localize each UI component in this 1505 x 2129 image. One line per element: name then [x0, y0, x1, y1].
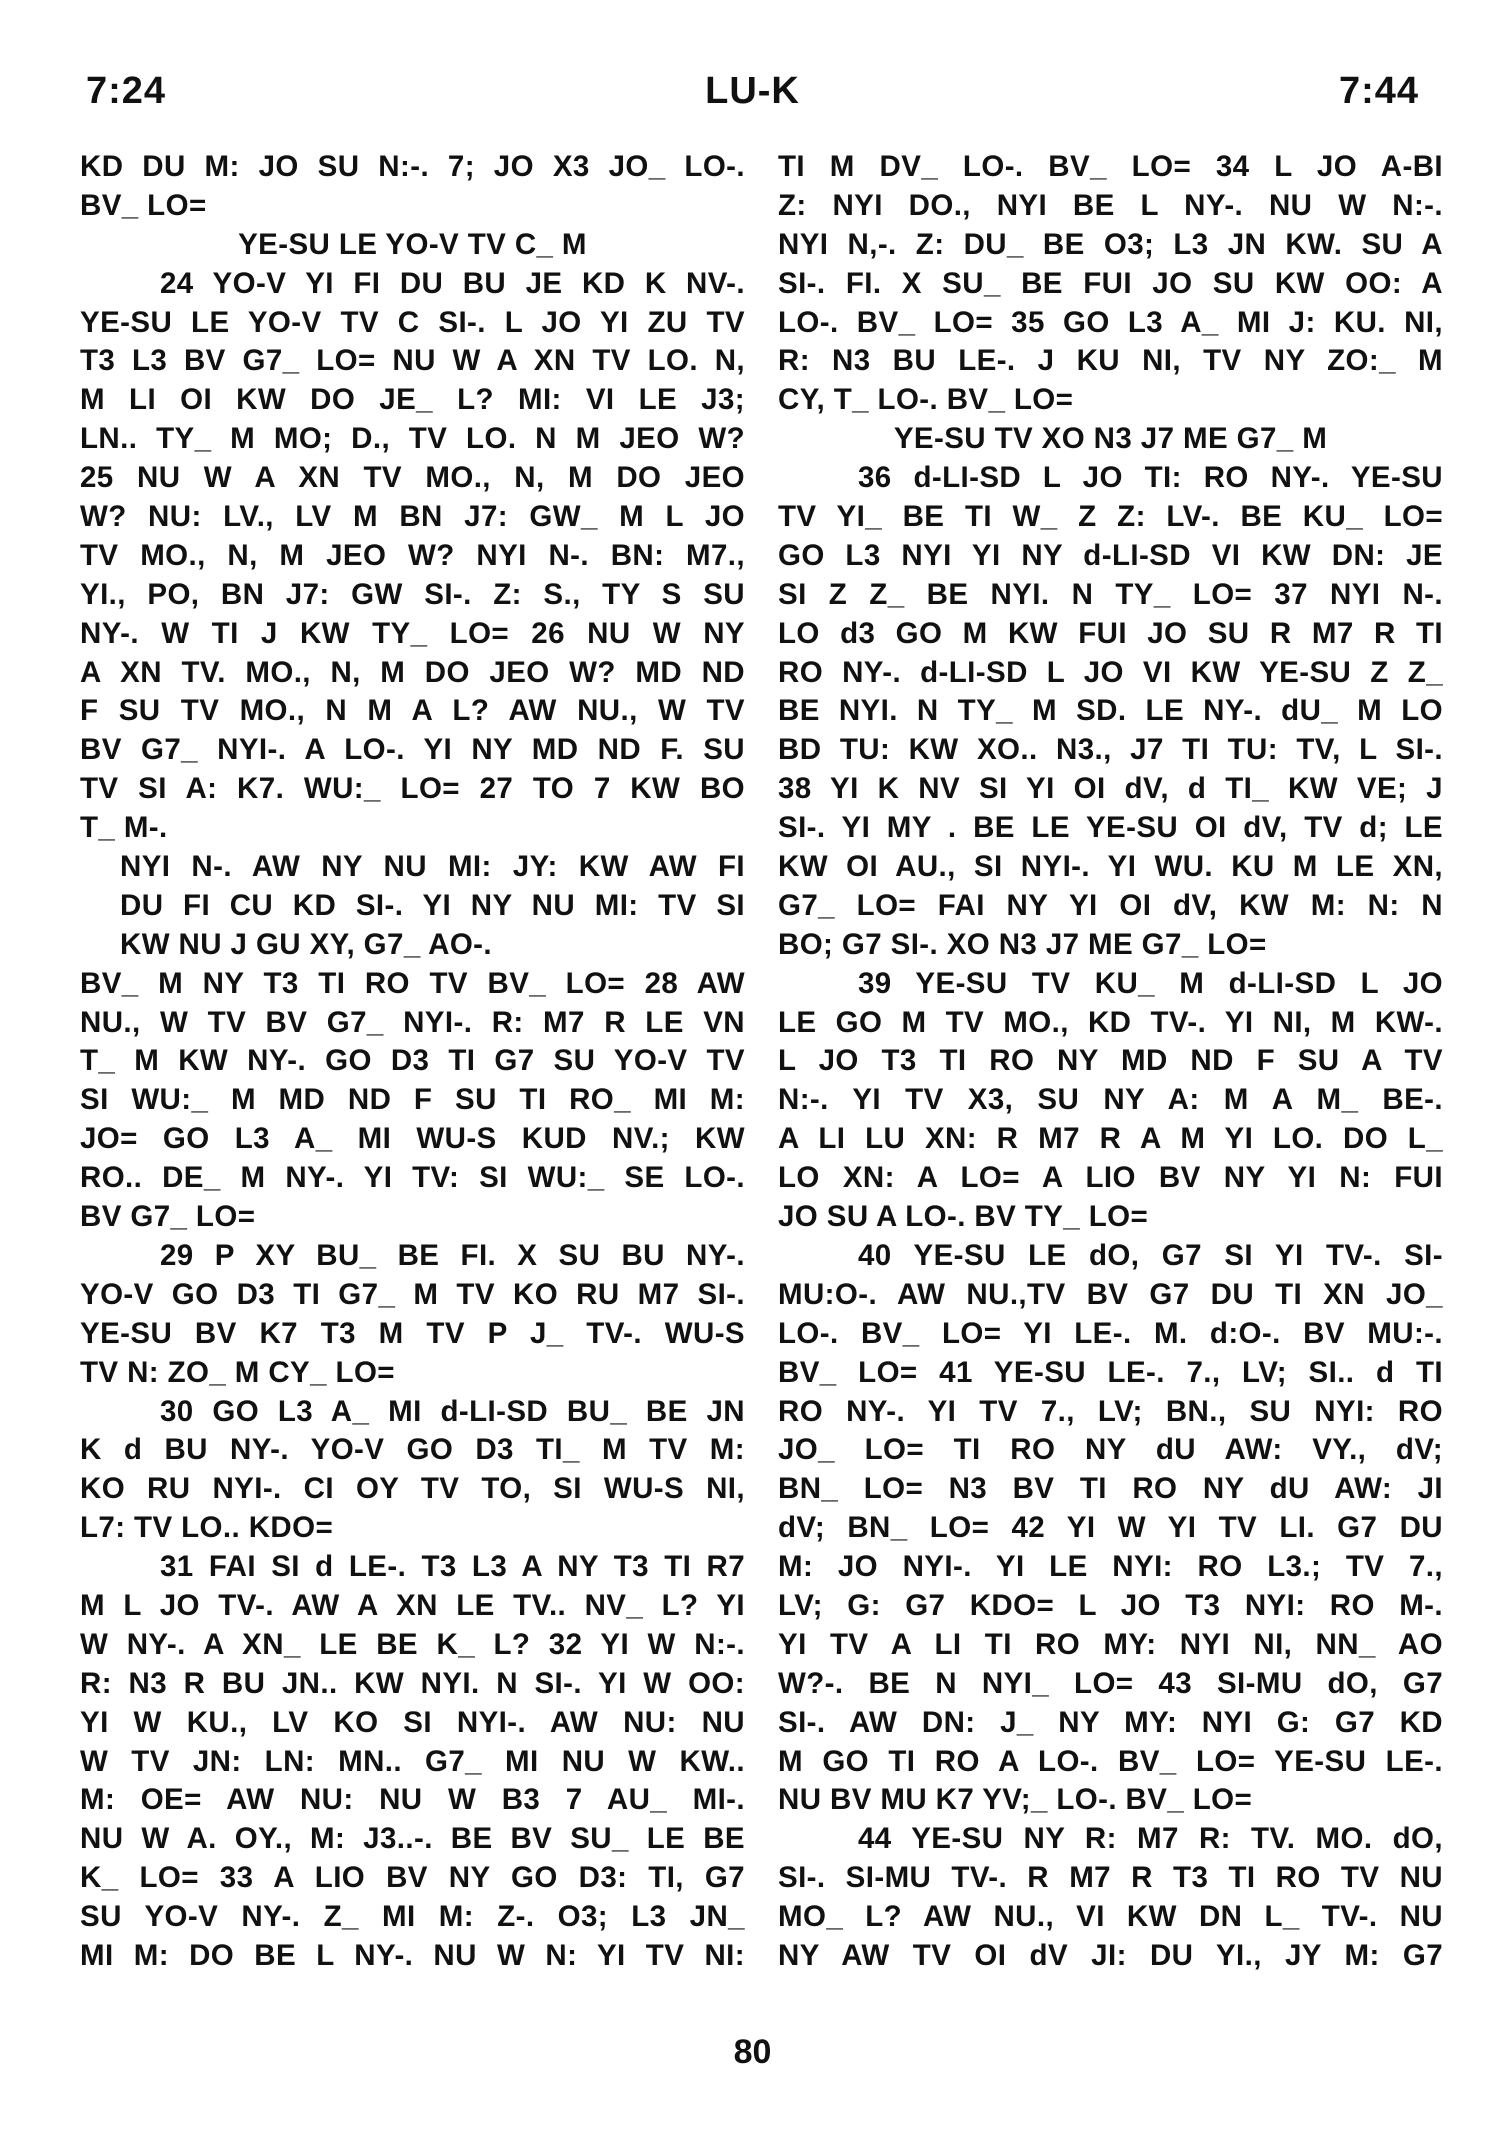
- left-column-line: A XN TV. MO., N, M DO JEO W? MD ND: [80, 655, 745, 689]
- right-column-line: 44 YE-SU NY R: M7 R: TV. MO. dO,: [858, 1822, 1443, 1856]
- left-column: [80, 148, 745, 1976]
- left-column-line: T_ M-.: [80, 811, 168, 845]
- left-column-line: BV G7_ LO=: [80, 1200, 256, 1234]
- left-column-line: KO RU NYI-. CI OY TV TO, SI WU-S NI,: [80, 1472, 745, 1506]
- right-column-line: LO d3 GO M KW FUI JO SU R M7 R TI: [778, 616, 1443, 650]
- right-column-line: GO L3 NYI YI NY d-LI-SD VI KW DN: JE: [778, 538, 1443, 572]
- right-column-line: M: JO NYI-. YI LE NYI: RO L3.; TV 7.,: [778, 1550, 1443, 1584]
- right-column-line: SI-. FI. X SU_ BE FUI JO SU KW OO: A: [778, 266, 1443, 300]
- left-column-line: M: OE= AW NU: NU W B3 7 AU_ MI-.: [80, 1783, 745, 1817]
- right-column-line: JO SU A LO-. BV TY_ LO=: [778, 1200, 1149, 1234]
- right-column-line: YI TV A LI TI RO MY: NYI NI, NN_ AO: [778, 1627, 1443, 1661]
- right-column-line: TV YI_ BE TI W_ Z Z: LV-. BE KU_ LO=: [778, 500, 1443, 534]
- left-column-line: F SU TV MO., N M A L? AW NU., W TV: [80, 694, 745, 728]
- right-column-line: L JO T3 TI RO NY MD ND F SU A TV: [778, 1044, 1443, 1078]
- left-column-line: BV_ M NY T3 TI RO TV BV_ LO= 28 AW: [80, 966, 745, 1000]
- right-column-line: BN_ LO= N3 BV TI RO NY dU AW: JI: [778, 1472, 1443, 1506]
- left-column-line: SU YO-V NY-. Z_ MI M: Z-. O3; L3 JN_: [80, 1900, 745, 1934]
- right-column-line: SI-. YI MY . BE LE YE-SU OI dV, TV d; LE: [778, 811, 1443, 845]
- left-column-line: K_ LO= 33 A LIO BV NY GO D3: TI, G7: [80, 1861, 745, 1895]
- left-column-line: R: N3 R BU JN.. KW NYI. N SI-. YI W OO:: [80, 1666, 745, 1700]
- left-column-line: 29 P XY BU_ BE FI. X SU BU NY-.: [160, 1238, 745, 1272]
- left-column-line: SI WU:_ M MD ND F SU TI RO_ MI M:: [80, 1083, 745, 1117]
- left-column-line: T3 L3 BV G7_ LO= NU W A XN TV LO. N,: [80, 344, 745, 378]
- left-column-line: NYI N-. AW NY NU MI: JY: KW AW FI: [120, 850, 745, 884]
- right-column-line: A LI LU XN: R M7 R A M YI LO. DO L_: [778, 1122, 1443, 1156]
- left-column-line: TV N: ZO_ M CY_ LO=: [80, 1355, 395, 1389]
- right-column-line: RO NY-. YI TV 7., LV; BN., SU NYI: RO: [778, 1394, 1443, 1428]
- right-column-line: LO-. BV_ LO= 35 GO L3 A_ MI J: KU. NI,: [778, 305, 1443, 339]
- right-column-line: BO; G7 SI-. XO N3 J7 ME G7_ LO=: [778, 927, 1267, 961]
- right-column-line: 40 YE-SU LE dO, G7 SI YI TV-. SI-: [858, 1238, 1443, 1272]
- left-column-line: YE-SU LE YO-V TV C_ M: [238, 227, 587, 261]
- right-column-line: SI-. AW DN: J_ NY MY: NYI G: G7 KD: [778, 1705, 1443, 1739]
- left-column-line: LN.. TY_ M MO; D., TV LO. N M JEO W?: [80, 422, 745, 456]
- right-column-line: BE NYI. N TY_ M SD. LE NY-. dU_ M LO: [778, 694, 1443, 728]
- right-column-line: dV; BN_ LO= 42 YI W YI TV LI. G7 DU: [778, 1511, 1443, 1545]
- right-column-line: LE GO M TV MO., KD TV-. YI NI, M KW-.: [778, 1005, 1443, 1039]
- left-column-line: RO.. DE_ M NY-. YI TV: SI WU:_ SE LO-.: [80, 1161, 745, 1195]
- header-left-ref: 7:24: [86, 70, 167, 112]
- left-column-line: YI W KU., LV KO SI NYI-. AW NU: NU: [80, 1705, 745, 1739]
- left-column-line: NY-. W TI J KW TY_ LO= 26 NU W NY: [80, 616, 745, 650]
- right-column-line: JO_ LO= TI RO NY dU AW: VY., dV;: [778, 1433, 1443, 1467]
- right-column-line: 39 YE-SU TV KU_ M d-LI-SD L JO: [858, 966, 1443, 1000]
- right-column-line: 38 YI K NV SI YI OI dV, d TI_ KW VE; J: [778, 772, 1443, 806]
- left-column-line: NU., W TV BV G7_ NYI-. R: M7 R LE VN: [80, 1005, 745, 1039]
- left-column-line: M LI OI KW DO JE_ L? MI: VI LE J3;: [80, 383, 745, 417]
- left-column-line: 30 GO L3 A_ MI d-LI-SD BU_ BE JN: [160, 1394, 745, 1428]
- left-column-line: JO= GO L3 A_ MI WU-S KUD NV.; KW: [80, 1122, 745, 1156]
- left-column-line: W NY-. A XN_ LE BE K_ L? 32 YI W N:-.: [80, 1627, 745, 1661]
- left-column-line: KW NU J GU XY, G7_ AO-.: [120, 927, 493, 961]
- left-column-line: W? NU: LV., LV M BN J7: GW_ M L JO: [80, 500, 745, 534]
- right-column-line: SI Z Z_ BE NYI. N TY_ LO= 37 NYI N-.: [778, 577, 1443, 611]
- left-column-line: NU W A. OY., M: J3..-. BE BV SU_ LE BE: [80, 1822, 745, 1856]
- right-column-line: LO-. BV_ LO= YI LE-. M. d:O-. BV MU:-.: [778, 1316, 1443, 1350]
- right-column-line: BV_ LO= 41 YE-SU LE-. 7., LV; SI.. d TI: [778, 1355, 1443, 1389]
- right-column-line: NYI N,-. Z: DU_ BE O3; L3 JN KW. SU A: [778, 227, 1443, 261]
- right-column-line: W?-. BE N NYI_ LO= 43 SI-MU dO, G7: [778, 1666, 1443, 1700]
- right-column-line: M GO TI RO A LO-. BV_ LO= YE-SU LE-.: [778, 1744, 1443, 1778]
- right-column-line: MU:O-. AW NU.,TV BV G7 DU TI XN JO_: [778, 1277, 1443, 1311]
- right-column-line: NU BV MU K7 YV;_ LO-. BV_ LO=: [778, 1783, 1253, 1817]
- right-column-line: MO_ L? AW NU., VI KW DN L_ TV-. NU: [778, 1900, 1443, 1934]
- right-column-line: Z: NYI DO., NYI BE L NY-. NU W N:-.: [778, 188, 1443, 222]
- left-column-line: K d BU NY-. YO-V GO D3 TI_ M TV M:: [80, 1433, 745, 1467]
- header-right-ref: 7:44: [1338, 70, 1419, 112]
- right-column-line: RO NY-. d-LI-SD L JO VI KW YE-SU Z Z_: [778, 655, 1443, 689]
- left-column-line: KD DU M: JO SU N:-. 7; JO X3 JO_ LO-.: [80, 150, 745, 183]
- right-column-line: 36 d-LI-SD L JO TI: RO NY-. YE-SU: [858, 461, 1443, 495]
- left-column-line: L7: TV LO.. KDO=: [80, 1511, 334, 1545]
- page-header: [86, 70, 1419, 118]
- right-column-line: N:-. YI TV X3, SU NY A: M A M_ BE-.: [778, 1083, 1443, 1117]
- right-column-line: R: N3 BU LE-. J KU NI, TV NY ZO:_ M: [778, 344, 1443, 378]
- left-column-line: YE-SU LE YO-V TV C SI-. L JO YI ZU TV: [80, 305, 745, 339]
- left-column-line: 24 YO-V YI FI DU BU JE KD K NV-.: [160, 266, 745, 300]
- right-column: [778, 148, 1443, 1976]
- right-column-line: SI-. SI-MU TV-. R M7 R T3 TI RO TV NU: [778, 1861, 1443, 1895]
- left-column-line: BV G7_ NYI-. A LO-. YI NY MD ND F. SU: [80, 733, 745, 767]
- header-book-title: LU-K: [705, 70, 800, 112]
- left-column-line: W TV JN: LN: MN.. G7_ MI NU W KW..: [80, 1744, 745, 1778]
- right-column-line: G7_ LO= FAI NY YI OI dV, KW M: N: N: [778, 888, 1443, 922]
- right-column-line: BD TU: KW XO.. N3., J7 TI TU: TV, L SI-.: [778, 733, 1443, 767]
- left-column-line: TV SI A: K7. WU:_ LO= 27 TO 7 KW BO: [80, 772, 745, 806]
- left-column-line: TV MO., N, M JEO W? NYI N-. BN: M7.,: [80, 538, 745, 572]
- right-column-line: CY, T_ LO-. BV_ LO=: [778, 383, 1074, 417]
- page-number: 80: [733, 2033, 772, 2071]
- right-column-line: LO XN: A LO= A LIO BV NY YI N: FUI: [778, 1161, 1443, 1195]
- left-column-line: T_ M KW NY-. GO D3 TI G7 SU YO-V TV: [80, 1044, 745, 1078]
- left-column-line: 31 FAI SI d LE-. T3 L3 A NY T3 TI R7: [160, 1550, 745, 1584]
- left-column-line: 25 NU W A XN TV MO., N, M DO JEO: [80, 461, 745, 495]
- right-column-line: YE-SU TV XO N3 J7 ME G7_ M: [893, 422, 1328, 456]
- right-column-line: LV; G: G7 KDO= L JO T3 NYI: RO M-.: [778, 1588, 1443, 1622]
- left-column-line: DU FI CU KD SI-. YI NY NU MI: TV SI: [120, 888, 745, 922]
- left-column-line: M L JO TV-. AW A XN LE TV.. NV_ L? YI: [80, 1588, 745, 1622]
- left-column-line: YO-V GO D3 TI G7_ M TV KO RU M7 SI-.: [80, 1277, 745, 1311]
- left-column-line: BV_ LO=: [80, 188, 207, 222]
- right-column-line: KW OI AU., SI NYI-. YI WU. KU M LE XN,: [778, 850, 1443, 884]
- left-column-line: YI., PO, BN J7: GW SI-. Z: S., TY S SU: [80, 577, 745, 611]
- right-column-line: TI M DV_ LO-. BV_ LO= 34 L JO A-BI: [778, 150, 1443, 183]
- right-column-line: NY AW TV OI dV JI: DU YI., JY M: G7: [778, 1938, 1443, 1972]
- left-column-line: MI M: DO BE L NY-. NU W N: YI TV NI:: [80, 1938, 745, 1972]
- left-column-line: YE-SU BV K7 T3 M TV P J_ TV-. WU-S: [80, 1316, 745, 1350]
